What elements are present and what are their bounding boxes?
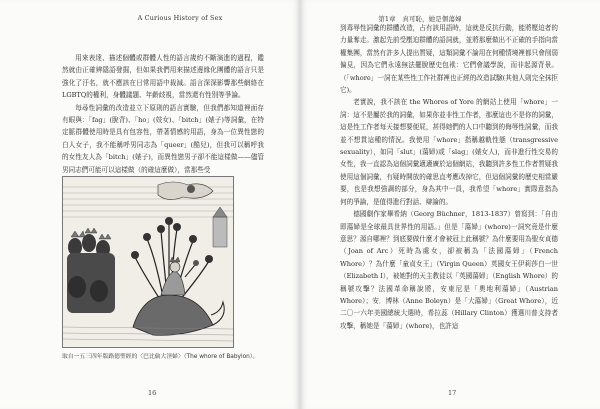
- paragraph: 到毒辱性詞彙的群體改造，占有該用語時，這就是反抗行動，能將壓迫者的力量奪走。激起先前受壓迫群體的語詞就，並將那麼做出不正確的手指向當權集團，當然有許多人提出質疑，這類詞彙不論用在何種情境裡都只會削弱偏見，因為它們永遠無法擺脫歷史包袱：它們會議學說，而非起源背景。（「whore」一詞在某些性工作社群裡也正經的改造試驗(其他人則完全抹拒它)。: [340, 24, 558, 95]
- paragraph: 老實說，我不該在 the Whores of Yore 的網站上使用「whore」一詞：這不是屬於我的詞彙，如果你並非性工作者，那麼這也不是你的詞彙，這是性工作者每天接想要便屁，甚得她們的人口中聽到的侮辱性詞彙，而我並不想貫這種的情況。我使用「whore」指稱越軌性態（transgressive sexuality），如同「slut」(蕩婦)或「slag」(婊女人)，而非進行性交易的女性，我一直認為這個詞彙適適廣於這個網站，我聽到許多性工作者質疑我使用這個詞彙，有疑時開放的確思直考應改掉它，但這個詞彙的歷史相當嚴要，也是我想強調的部分，身為其中一員，我希望「whore」實際意指為何的爭論，是值得進行對話、辯論的。: [340, 98, 558, 206]
- whore-of-babylon-woodcut: [63, 177, 233, 347]
- figure-caption: 取自一五三四年版路德聖經的〈巴比倫大淫婦〉（The whore of Babylon）。: [62, 354, 259, 360]
- running-header-left: A Curious History of Sex: [137, 14, 223, 22]
- right-body-text: [340, 22, 558, 332]
- woodcut-illustration: [62, 176, 234, 348]
- page-number-left: 16: [148, 389, 157, 397]
- left-body-text: [62, 52, 264, 176]
- paragraph: 德國劇作家畢希納（Georg Büchner，1813-1837）曾寫到：「自由即蕩婦是全球最具世界性的用語。」但是「蕩婦」(whore)一詞究竟是什麼意思？源自哪裡？到底要做什麼才會被冠上此稱號？為什麼要用為聖女貞德（Joan of Arc）死時為處女，卻被稱為「法國蕩婦」（French Whore）？為什麼「童貞女王」（Virgin Queen）英國女王伊莉莎白一世（Elizabeth I），被她對的天主教徒以「英國蕩婦」（English Whore）的稱號攻擊？法國革命稱說將，安東尼是「奧地利蕩婦」（Austrian Whore）；安．博林（Anne Boleyn）是「大蕩婦」（Great Whore），近二〇一六年美國總統大選時，希拉蕊（Hillary Clinton）獲選川普支持者攻擊，稱她是「蕩婦」(whore)，也許這: [340, 210, 558, 330]
- right-page: [300, 0, 600, 409]
- page-number-right: 17: [448, 389, 457, 397]
- paragraph: 每尋性詞彙的改造並立下原則的語言實驗，但我們都知道裡面存有眼與：「fag」(脫背)、「ho」(妓女)、「bitch」(婊子)等詞彙，在特定脈群體使用時是具有包容性，帶著情感的用語，身為一位異性戀的白人女子，我不能稱呼男同志為「queer」(酷兒)，但我可以稱呼我的女性友人為「bitch」(婊子)，而異性戀男子卻不能這樣做——儘管男同志們可能可以這樣做（的確這麼做），當那些受: [62, 103, 264, 174]
- paragraph: 用來表達、描述個體或群體人性的語言歲約不斷演進的過程，鑑然就由正確辨隱語發掘，但如果我們用來描述邊緣化團體的語言只是強化了汙名，就不應該在日常用語中裁減。語言深深影響那些網絡在LGBTQ的權利，身體議題、年齡歧視，當然還有性別等爭論。: [62, 54, 264, 100]
- running-header-right: 第1章 真可恥，她是個蕩婦: [378, 15, 462, 23]
